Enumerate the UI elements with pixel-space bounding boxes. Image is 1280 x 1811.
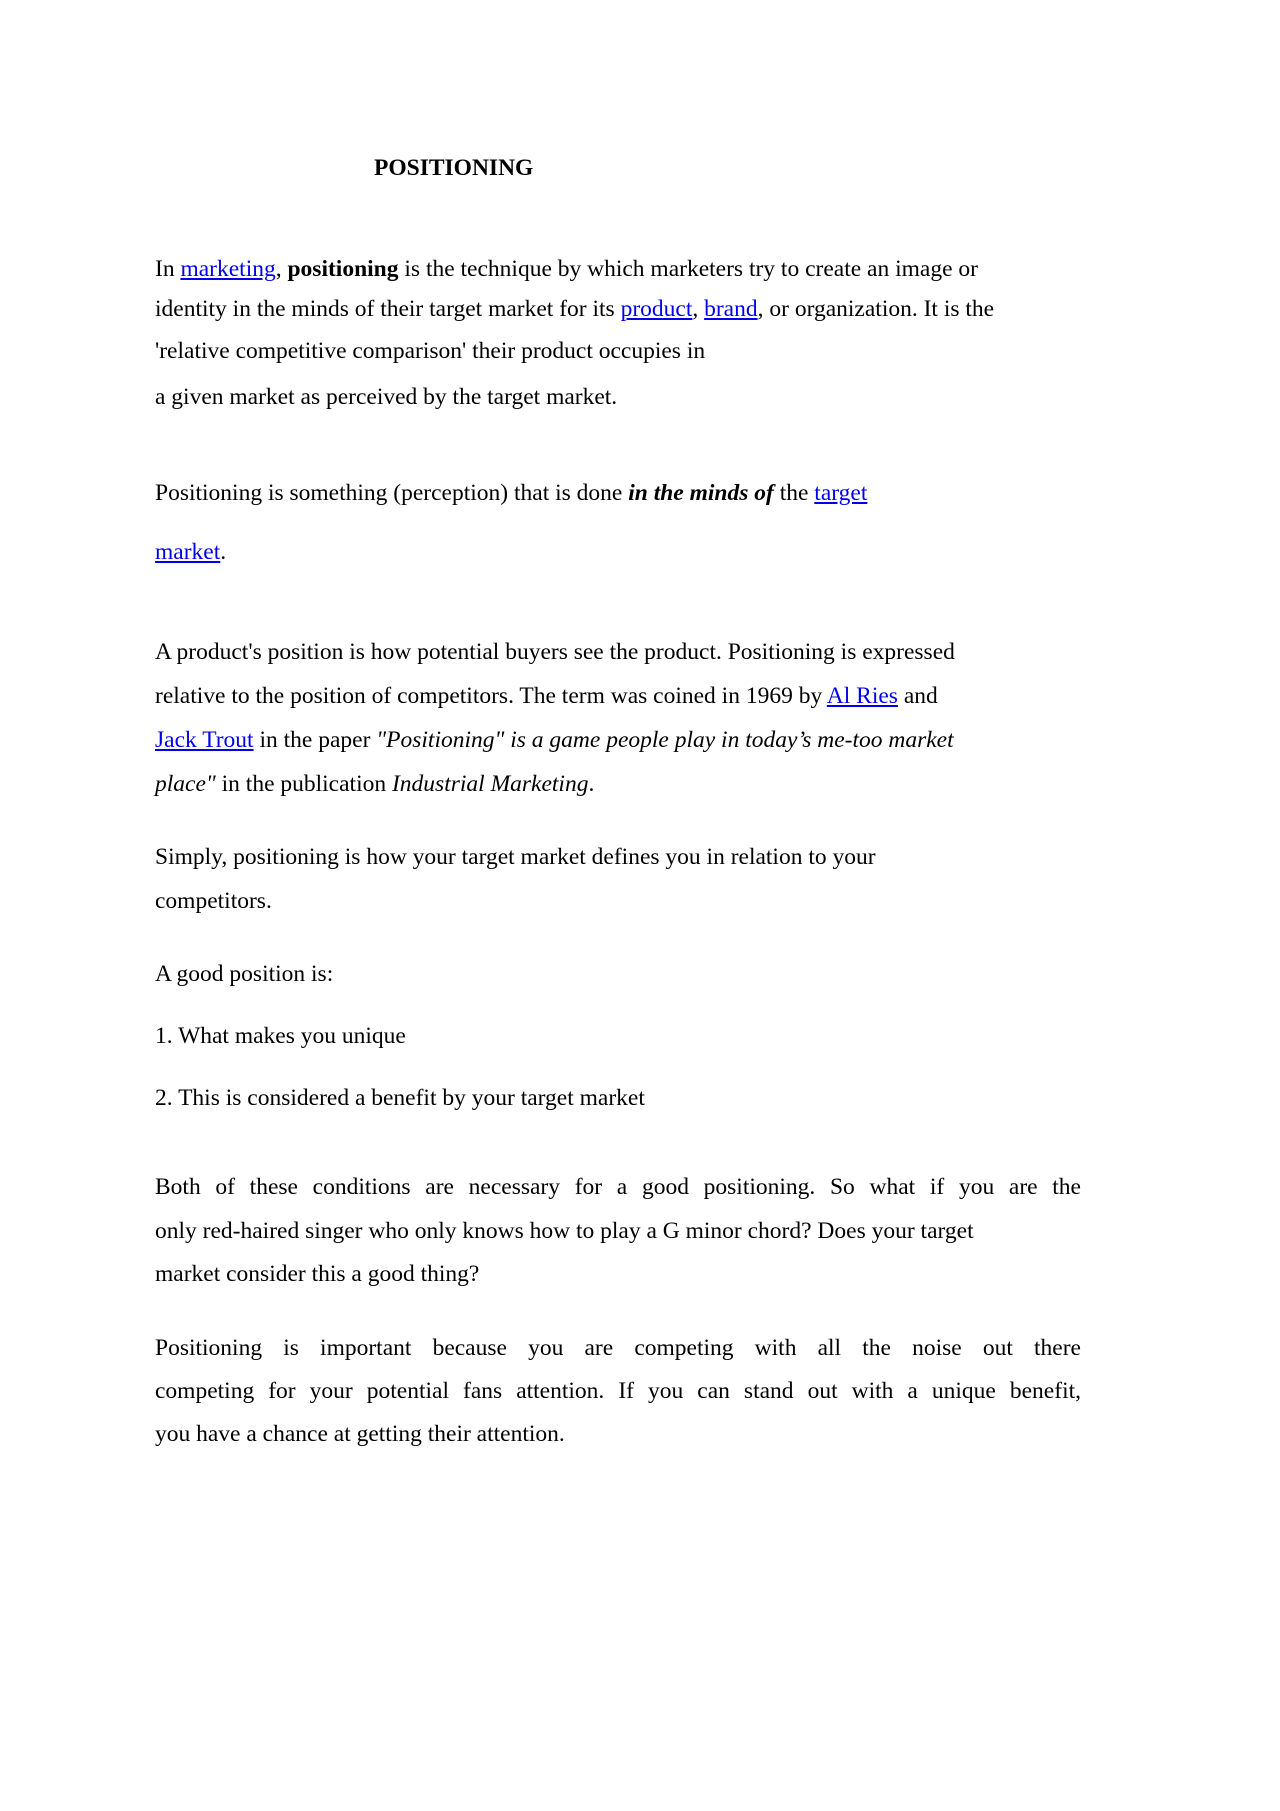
paragraph-6-line-3: market consider this a good thing? xyxy=(155,1261,480,1287)
paragraph-6-line-1: Both of these conditions are necessary for a good positioning. So what if you are the xyxy=(155,1174,1081,1200)
link-marketing[interactable]: marketing xyxy=(180,256,276,282)
paragraph-7-line-3: you have a chance at getting their attention. xyxy=(155,1421,565,1447)
text: , xyxy=(275,256,282,282)
text: is the technique by which marketers try to create an image or xyxy=(398,256,978,282)
text: . xyxy=(588,771,595,797)
text: In xyxy=(155,256,181,282)
text: in the paper xyxy=(253,727,377,753)
text: the xyxy=(773,480,815,506)
paragraph-4-line-2: competitors. xyxy=(155,888,272,914)
link-brand[interactable]: brand xyxy=(704,296,758,322)
link-jack-trout[interactable]: Jack Trout xyxy=(155,727,254,753)
paragraph-5: A good position is: xyxy=(155,961,334,987)
link-product[interactable]: product xyxy=(620,296,693,322)
paragraph-3-line-1: A product's position is how potential buyers see the product. Positioning is expressed xyxy=(155,639,955,665)
bold-italic-phrase: in the minds of xyxy=(628,480,774,506)
paragraph-1-line-1 xyxy=(155,254,978,284)
paragraph-2-line-1 xyxy=(155,478,867,508)
text: Positioning is something (perception) that is done xyxy=(155,480,629,506)
list-item: 2. This is considered a benefit by your target market xyxy=(155,1085,645,1111)
paragraph-1-line-4: a given market as perceived by the target market. xyxy=(155,384,618,410)
text: , xyxy=(692,296,699,322)
paragraph-1-line-3: 'relative competitive comparison' their product occupies in xyxy=(155,338,706,364)
link-target-market-cont[interactable]: market xyxy=(155,539,221,565)
paragraph-7-line-1: Positioning is important because you are competing with all the noise out there xyxy=(155,1335,1081,1361)
document-title: POSITIONING xyxy=(374,155,534,181)
text: in the publication xyxy=(215,771,392,797)
paragraph-3-line-4 xyxy=(155,769,594,799)
text: . xyxy=(220,539,227,565)
bold-term-positioning: positioning xyxy=(287,256,399,282)
link-al-ries[interactable]: Al Ries xyxy=(826,683,898,709)
paragraph-1-line-2 xyxy=(155,294,994,324)
paragraph-2-line-2 xyxy=(155,537,226,567)
paragraph-4-line-1: Simply, positioning is how your target market defines you in relation to your xyxy=(155,844,876,870)
link-target-market[interactable]: target xyxy=(814,480,868,506)
italic-publication: Industrial Marketing xyxy=(391,771,589,797)
text: relative to the position of competitors. The term was coined in 1969 by xyxy=(155,683,827,709)
italic-paper-title: "Positioning" is a game people play in today’s me-too market xyxy=(376,727,954,753)
paragraph-3-line-2 xyxy=(155,681,938,711)
text: and xyxy=(897,683,938,709)
text: identity in the minds of their target market for its xyxy=(155,296,621,322)
paragraph-7-line-2: competing for your potential fans attention. If you can stand out with a unique benefit, xyxy=(155,1378,1081,1404)
italic-paper-title-cont: place" xyxy=(155,771,216,797)
paragraph-6-line-2: only red-haired singer who only knows how to play a G minor chord? Does your target xyxy=(155,1218,974,1244)
list-item: 1. What makes you unique xyxy=(155,1023,406,1049)
paragraph-3-line-3 xyxy=(155,725,954,755)
text: , or organization. It is the xyxy=(757,296,995,322)
